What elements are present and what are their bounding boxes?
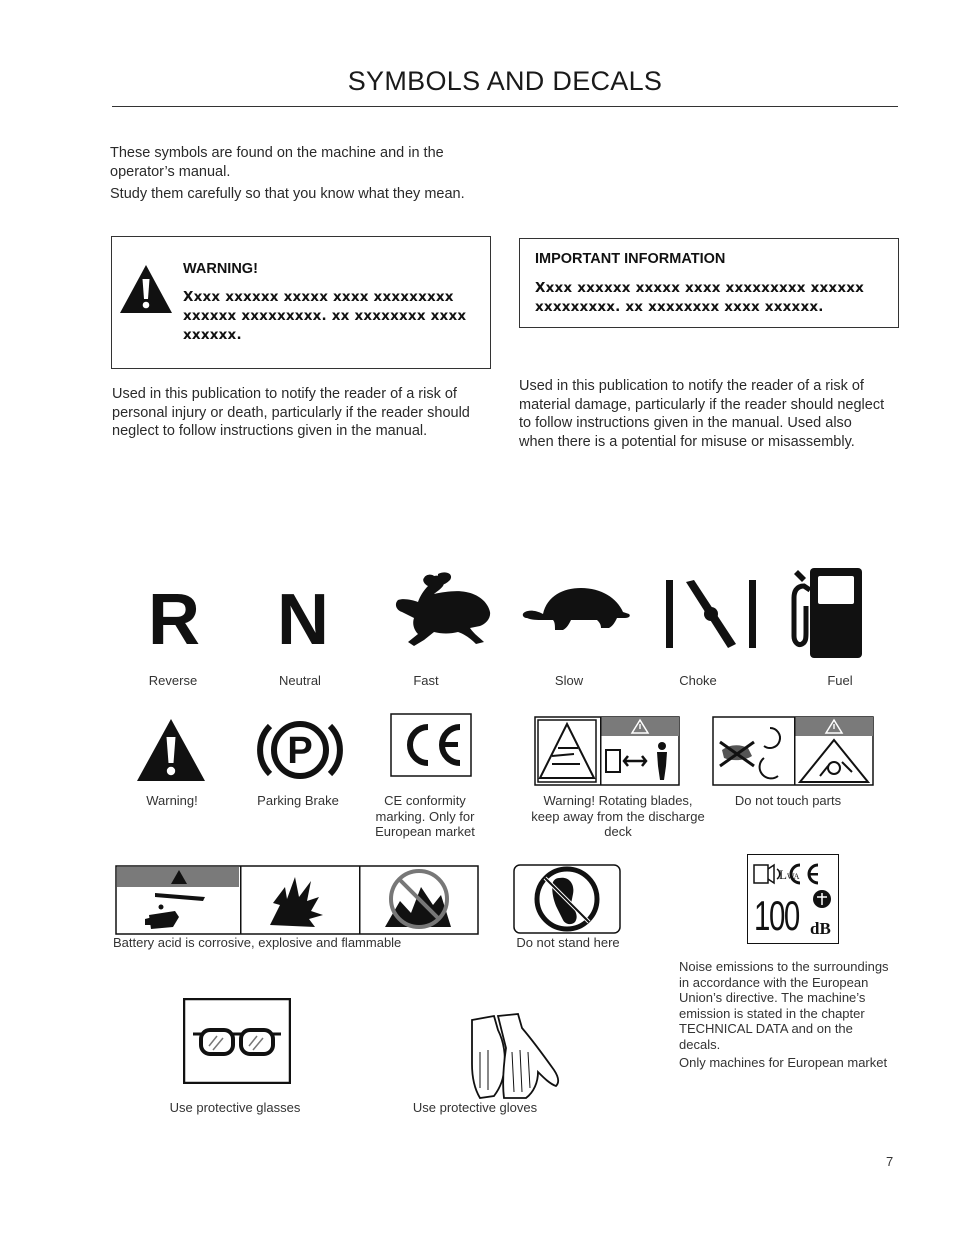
noise-unit: dB (810, 919, 831, 938)
parking-brake-glyph: P (287, 730, 313, 772)
page-title: SYMBOLS AND DECALS (347, 66, 663, 96)
intro-line-2: Study them carefully so that you know what they mean. (110, 186, 465, 202)
do-not-stand-label: Do not stand here (516, 935, 620, 950)
warning-box-title: WARNING! (183, 261, 258, 277)
fuel-label: Fuel (827, 673, 853, 688)
warning-description: Used in this publication to notify the reader of a risk of personal injury or death, particularly if the reader should neglect to follow instructions given in the manual. (112, 386, 470, 439)
warning-box (111, 236, 491, 369)
gloves-label: Use protective gloves (412, 1100, 538, 1115)
reverse-label: Reverse (148, 673, 198, 688)
battery-hazard-decal-icon (115, 865, 479, 935)
noise-lwa: LWA (779, 867, 800, 882)
important-info-box (519, 238, 899, 328)
warning-box-body: Xxxx xxxxxx xxxxx xxxx xxxxxxxxx xxxxxx xxxxxxxxx. xx xxxxxxxx xxxx xxxxxx. (183, 289, 467, 343)
do-not-touch-decal-icon (712, 716, 874, 786)
noise-value: 100 (754, 892, 799, 939)
protective-glasses-icon (183, 998, 291, 1084)
neutral-label: Neutral (279, 673, 321, 688)
do-not-touch-label: Do not touch parts (734, 793, 842, 808)
page-number: 7 (886, 1154, 894, 1169)
warning-label: Warning! (146, 793, 198, 808)
protective-gloves-icon (464, 1012, 564, 1100)
ce-label: CE conformity marking. Only for European market (375, 793, 475, 839)
slow-label: Slow (554, 673, 584, 688)
choke-label: Choke (679, 673, 717, 688)
noise-label-2: Only machines for European market (679, 1055, 888, 1070)
warning-triangle-icon (118, 263, 174, 315)
ce-mark-icon (390, 713, 472, 777)
info-box-body: Xxxx xxxxxx xxxxx xxxx xxxxxxxxx xxxxxx xxxxxxxxx. xx xxxxxxxx xxxx xxxxxx. (535, 280, 865, 315)
title-divider (112, 106, 898, 107)
rotating-blades-label: Warning! Rotating blades, keep away from the discharge deck (531, 793, 705, 839)
battery-label: Battery acid is corrosive, explosive and flammable (113, 935, 402, 950)
glasses-label: Use protective glasses (169, 1100, 301, 1115)
intro-line-1: These symbols are found on the machine and in the operator’s manual. (110, 145, 444, 180)
neutral-symbol: N (277, 580, 329, 660)
parking-brake-label: Parking Brake (257, 793, 339, 808)
no-footprint-icon (513, 864, 621, 934)
rabbit-icon (394, 572, 492, 648)
rotating-blades-decal-icon (534, 716, 680, 786)
warning-triangle-icon (135, 717, 207, 783)
fast-label: Fast (413, 673, 439, 688)
fuel-pump-icon (788, 566, 864, 660)
noise-label-1: Noise emissions to the surroundings in accordance with the European Union’s directive. The machine’s emission is stated in the chapter TECHNICAL DATA and on the decals. (679, 959, 889, 1052)
parking-brake-icon (256, 716, 344, 784)
noise-decal-icon (747, 854, 839, 944)
reverse-symbol: R (148, 580, 200, 660)
choke-icon (664, 578, 758, 650)
info-description: Used in this publication to notify the reader of a risk of material damage, particularly if the reader should neglect to follow instructions given in the manual. Used also when there is a potential for misuse or misassembly. (519, 378, 885, 450)
turtle-icon (521, 584, 633, 636)
info-box-title: IMPORTANT INFORMATION (535, 251, 726, 267)
